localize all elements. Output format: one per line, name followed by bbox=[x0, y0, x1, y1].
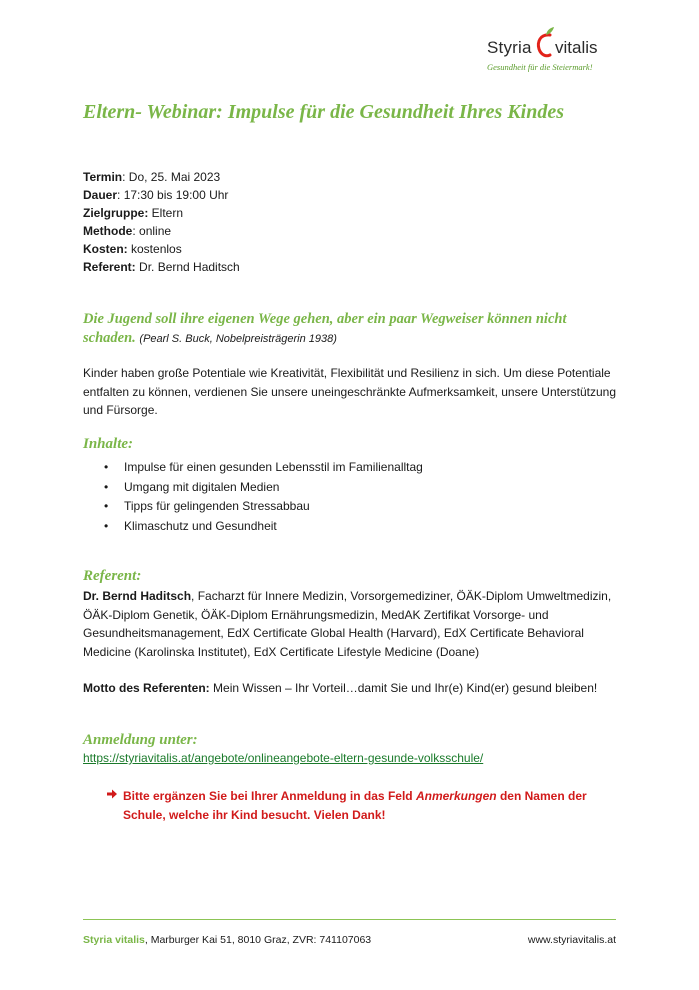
inhalte-heading: Inhalte: bbox=[83, 436, 134, 452]
fact-methode: Methode: online bbox=[83, 224, 172, 238]
fact-referent: Referent: Dr. Bernd Haditsch bbox=[83, 260, 240, 274]
list-item: • Klimaschutz und Gesundheit bbox=[104, 517, 423, 537]
fact-termin: Termin: Do, 25. Mai 2023 bbox=[83, 170, 221, 184]
footer-divider bbox=[83, 919, 616, 920]
event-facts bbox=[83, 168, 240, 276]
quote-block bbox=[83, 310, 603, 349]
referent-heading: Referent: bbox=[83, 568, 142, 584]
footer-brand: Styria vitalis bbox=[83, 934, 145, 946]
logo-tagline: Gesundheit für die Steiermark! bbox=[487, 62, 593, 72]
bullet-icon: • bbox=[104, 499, 109, 513]
fact-dauer: Dauer: 17:30 bis 19:00 Uhr bbox=[83, 188, 229, 202]
referent-motto: Motto des Referenten: Mein Wissen – Ihr Vorteil…damit Sie und Ihr(e) Kind(er) gesund bleiben! bbox=[83, 681, 598, 695]
registration-notice: Bitte ergänzen Sie bei Ihrer Anmeldung in das Feld Anmerkungen den Namen der Schule, welche ihr Kind besucht. Vielen Dank! bbox=[106, 787, 626, 824]
arrow-right-icon bbox=[106, 788, 118, 800]
bullet-icon: • bbox=[104, 518, 109, 533]
referent-bio: Dr. Bernd Haditsch, Facharzt für Innere Medizin, Vorsorgemediziner, ÖÄK-Diplom Umweltmedizin, ÖÄK-Diplom Genetik, ÖÄK-Diplom Ernährungsmedizin, MedAK Zertifikat Vorsorge- und Gesundheitsmanagement, EdX Certificate Global Health (Harvard), EdX Certificate Behavioral Medicine (Karolinska Institutet), EdX Certificate Lifestyle Medicine (Doane) bbox=[83, 589, 612, 659]
intro-paragraph: Kinder haben große Potentiale wie Kreativität, Flexibilität und Resilienz in sich. Um diese Potentiale entfalten zu können, verdienen Sie unsere uneingeschränkte Aufmerksamkeit, unsere Unterstützung und Fürsorge. bbox=[83, 366, 616, 417]
logo-word-styria: Styria bbox=[487, 38, 532, 57]
registration-link[interactable]: https://styriavitalis.at/angebote/onlineangebote-eltern-gesunde-volksschule/ bbox=[83, 751, 484, 765]
anmeldung-heading: Anmeldung unter: bbox=[83, 732, 198, 748]
apple-icon bbox=[535, 26, 557, 60]
fact-zielgruppe: Zielgruppe: Eltern bbox=[83, 206, 184, 220]
styria-vitalis-logo[interactable] bbox=[485, 26, 615, 76]
inhalte-list bbox=[104, 458, 423, 536]
page-title: Eltern- Webinar: Impulse für die Gesundheit Ihres Kindes bbox=[83, 101, 565, 123]
referent-name: Dr. Bernd Haditsch bbox=[83, 589, 192, 603]
logo-word-vitalis: vitalis bbox=[555, 38, 598, 57]
fact-kosten: Kosten: kostenlos bbox=[83, 242, 182, 256]
bullet-icon: • bbox=[104, 460, 109, 474]
list-item: • Umgang mit digitalen Medien bbox=[104, 478, 423, 498]
list-item: • Impulse für einen gesunden Lebensstil im Familienalltag bbox=[104, 458, 423, 478]
list-item: • Tipps für gelingenden Stressabbau bbox=[104, 497, 423, 517]
quote-attribution: (Pearl S. Buck, Nobelpreisträgerin 1938) bbox=[139, 333, 337, 345]
footer-address: Styria vitalis, Marburger Kai 51, 8010 Graz, ZVR: 741107063 bbox=[83, 934, 372, 946]
footer-website[interactable]: www.styriavitalis.at bbox=[527, 934, 616, 946]
quote-text: Die Jugend soll ihre eigenen Wege gehen, aber ein paar Wegweiser können nicht schaden. bbox=[83, 311, 567, 346]
bullet-icon: • bbox=[104, 479, 109, 494]
